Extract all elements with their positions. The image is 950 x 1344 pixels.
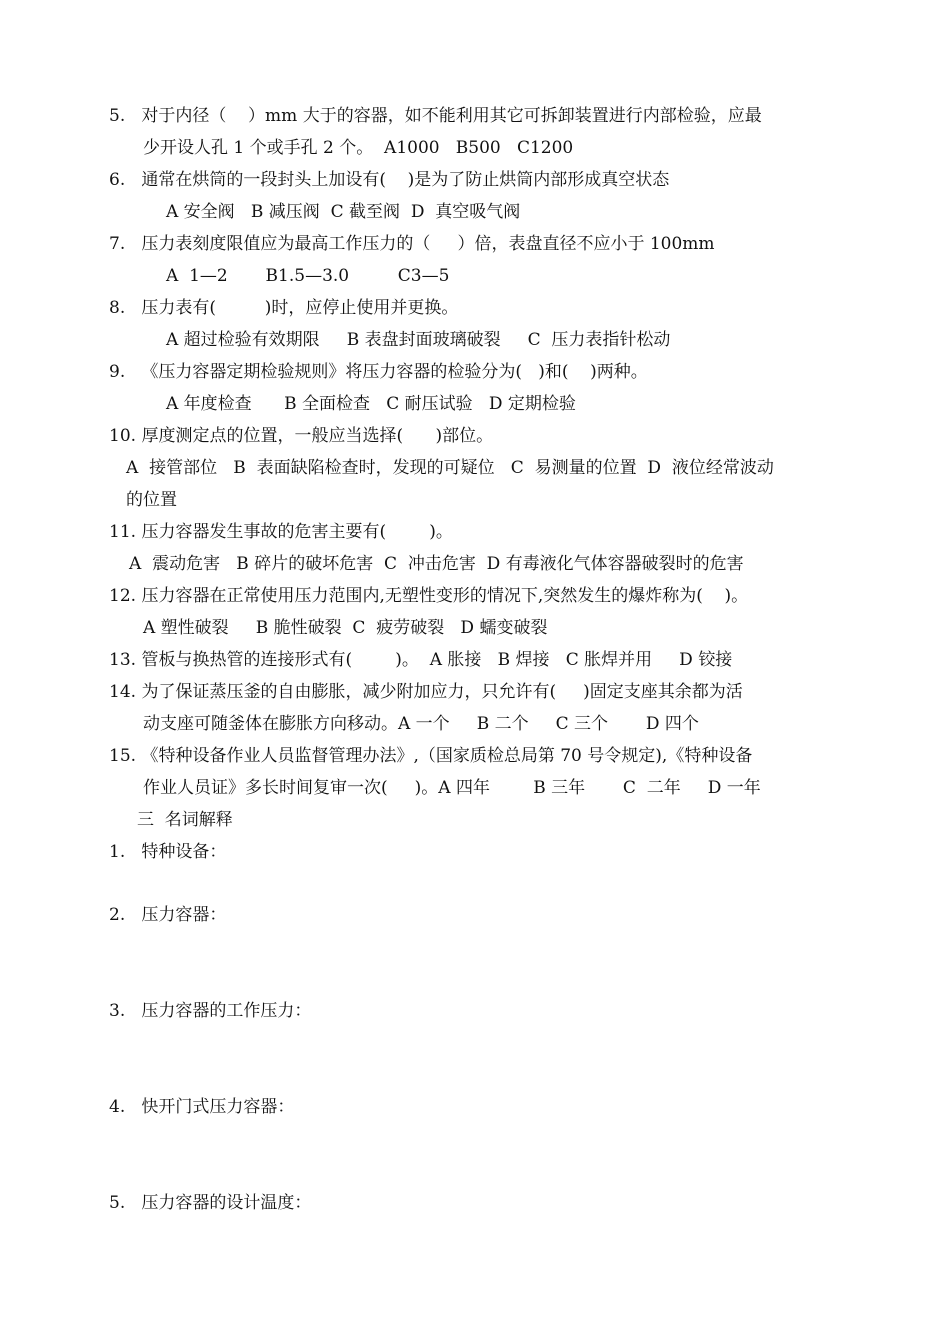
q14-line-2: 动支座可随釜体在膨胀方向移动。A 一个 B 二个 C 三个 D 四个 bbox=[143, 714, 699, 734]
q11-line-2: A 震动危害 B 碎片的破坏危害 C 冲击危害 D 有毒液化气体容器破裂时的危害 bbox=[129, 554, 744, 574]
q12-line-1: 12. 压力容器在正常使用压力范围内,无塑性变形的情况下,突然发生的爆炸称为( )。 bbox=[109, 586, 749, 606]
q9-line-1: 9. 《压力容器定期检验规则》将压力容器的检验分为( )和( )两种。 bbox=[109, 362, 648, 382]
q8-line-2: A 超过检验有效期限 B 表盘封面玻璃破裂 C 压力表指针松动 bbox=[166, 330, 671, 350]
section-3-title: 三 名词解释 bbox=[137, 810, 233, 830]
q5-line-1: 5. 对于内径（ ）mm 大于的容器，如不能利用其它可拆卸装置进行内部检验，应最 bbox=[109, 106, 762, 126]
q10-line-1: 10. 厚度测定点的位置，一般应当选择( )部位。 bbox=[109, 426, 494, 446]
q5-line-2: 少开设人孔 1 个或手孔 2 个。 A1000 B500 C1200 bbox=[143, 138, 574, 158]
q8-line-1: 8. 压力表有( )时，应停止使用并更换。 bbox=[109, 298, 459, 318]
q7-line-2: A 1—2 B1.5—3.0 C3—5 bbox=[166, 266, 450, 286]
definition-2: 2. 压力容器： bbox=[109, 905, 227, 925]
q10-line-2: A 接管部位 B 表面缺陷检查时，发现的可疑位 C 易测量的位置 D 液位经常波动 bbox=[126, 458, 774, 478]
q7-line-1: 7. 压力表刻度限值应为最高工作压力的（ ）倍，表盘直径不应小于 100mm bbox=[109, 234, 715, 254]
q10-line-3: 的位置 bbox=[126, 490, 177, 510]
q11-line-1: 11. 压力容器发生事故的危害主要有( )。 bbox=[109, 522, 453, 542]
q6-line-1: 6. 通常在烘筒的一段封头上加设有( )是为了防止烘筒内部形成真空状态 bbox=[109, 170, 670, 190]
definition-3: 3. 压力容器的工作压力： bbox=[109, 1001, 312, 1021]
q13-line-1: 13. 管板与换热管的连接形式有( )。 A 胀接 B 焊接 C 胀焊并用 D 铰接 bbox=[109, 650, 733, 670]
definition-5: 5. 压力容器的设计温度： bbox=[109, 1193, 312, 1213]
q9-line-2: A 年度检查 B 全面检查 C 耐压试验 D 定期检验 bbox=[166, 394, 576, 414]
q15-line-1: 15. 《特种设备作业人员监督管理办法》,（国家质检总局第 70 号令规定),《特种设备 bbox=[109, 746, 753, 766]
q6-line-2: A 安全阀 B 减压阀 C 截至阀 D 真空吸气阀 bbox=[166, 202, 521, 222]
q14-line-1: 14. 为了保证蒸压釜的自由膨胀，减少附加应力，只允许有( )固定支座其余都为活 bbox=[109, 682, 743, 702]
q12-line-2: A 塑性破裂 B 脆性破裂 C 疲劳破裂 D 蠕变破裂 bbox=[143, 618, 548, 638]
q15-line-2: 作业人员证》多长时间复审一次( )。A 四年 B 三年 C 二年 D 一年 bbox=[143, 778, 761, 798]
definition-4: 4. 快开门式压力容器： bbox=[109, 1097, 295, 1117]
definition-1: 1. 特种设备： bbox=[109, 842, 227, 862]
